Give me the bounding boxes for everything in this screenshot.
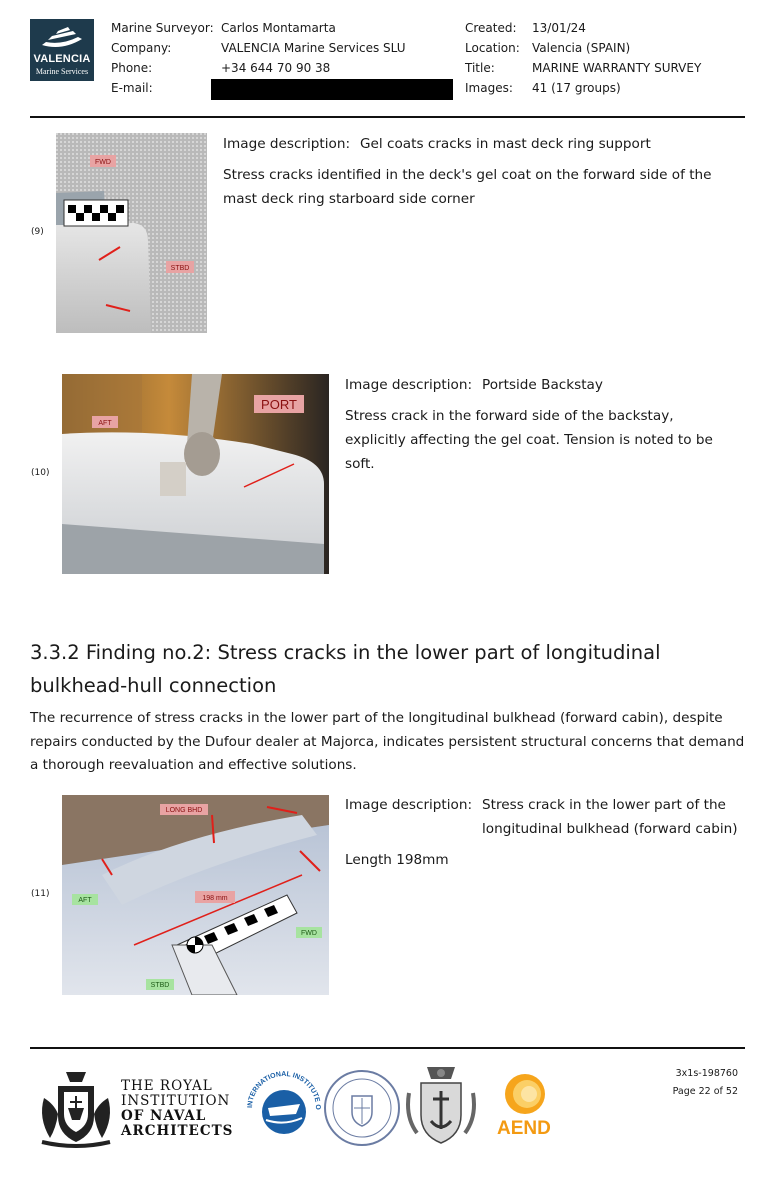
rina-line3: OF NAVAL [121, 1108, 207, 1124]
label-phone: Phone: [111, 61, 153, 75]
header-right-labels [465, 18, 520, 98]
value-surveyor: Carlos Montamarta [221, 21, 336, 35]
desc-label-11: Image description: [345, 797, 473, 813]
photo-10 [62, 374, 329, 574]
image-10-description [345, 373, 745, 476]
tag-stbd-green: STBD [150, 982, 170, 989]
logo-line1: VALENCIA [33, 53, 91, 65]
doc-id: 3x1s-198760 [675, 1068, 738, 1079]
label-surveyor: Marine Surveyor: [111, 21, 214, 35]
logo-line2: Marine Services [35, 67, 89, 76]
label-title: Title: [465, 61, 495, 75]
tag-length: 198 mm [202, 895, 228, 902]
rina-line4: ARCHITECTS [121, 1123, 234, 1139]
value-images: 41 (17 groups) [532, 81, 621, 95]
section-paragraph: The recurrence of stress cracks in the lower part of the longitudinal bulkhead (forward cabin), despite repairs conducted by the Dufour dealer at Majorca, indicates persistent structural concerns that demand a thorough reevaluation and effective solutions. [30, 710, 745, 773]
value-created: 13/01/24 [532, 21, 586, 35]
rina-line1: THE ROYAL [121, 1078, 213, 1094]
image-number-10: (10) [31, 468, 50, 478]
redacted-email-box [211, 79, 453, 100]
page-number: Page 22 of 52 [672, 1086, 738, 1097]
aend-text: AEND [497, 1118, 551, 1139]
iims-arc-text: INTERNATIONAL INSTITUTE O [246, 1070, 322, 1110]
label-location: Location: [465, 41, 520, 55]
iims-logo [240, 1068, 328, 1148]
photo-11 [62, 795, 329, 995]
image-9-description [223, 132, 743, 211]
value-phone: +34 644 70 90 38 [221, 61, 331, 75]
label-created: Created: [465, 21, 517, 35]
scale-ruler-9 [64, 200, 128, 226]
tag-fwd: FWD [95, 159, 111, 166]
value-title: MARINE WARRANTY SURVEY [532, 61, 702, 75]
image-11-description [345, 793, 745, 872]
photo-9 [56, 133, 207, 333]
header-left-labels [111, 18, 214, 98]
label-email: E-mail: [111, 81, 153, 95]
desc-label-10: Image description: [345, 377, 473, 393]
tag-aft: AFT [98, 420, 112, 427]
desc-title-10: Portside Backstay [482, 377, 603, 393]
image-number-9: (9) [31, 227, 44, 237]
tag-port: PORT [261, 397, 297, 412]
label-company: Company: [111, 41, 172, 55]
company-logo [30, 19, 94, 81]
tag-aft-green: AFT [78, 897, 92, 904]
rina-text [121, 1079, 233, 1139]
header-divider [30, 116, 745, 118]
coat-of-arms-icon [403, 1063, 479, 1147]
desc-title-9: Gel coats cracks in mast deck ring support [360, 136, 651, 152]
tag-long-bhd: LONG BHD [165, 807, 203, 814]
ship-logo-icon [40, 25, 84, 51]
desc-text-9: Stress cracks identified in the deck's gel coat on the forward side of the mast deck ring starboard side corner [223, 167, 712, 207]
rina-crest-icon [36, 1068, 116, 1148]
desc-title-11: Stress crack in the lower part of the longitudinal bulkhead (forward cabin) [482, 797, 738, 837]
image-number-11: (11) [31, 889, 50, 899]
tag-fwd-green: FWD [301, 930, 317, 937]
desc-label-9: Image description: [223, 136, 351, 152]
seal-icon [322, 1068, 402, 1148]
value-company: VALENCIA Marine Services SLU [221, 41, 406, 55]
desc-text-10: Stress crack in the forward side of the backstay, explicitly affecting the gel coat. Tension is noted to be soft. [345, 408, 713, 472]
desc-text-11: Length 198mm [345, 852, 449, 868]
rina-line2: INSTITUTION [121, 1093, 231, 1109]
tag-stbd: STBD [170, 265, 190, 272]
footer-divider [30, 1047, 745, 1049]
header-right-values [532, 18, 701, 98]
label-images: Images: [465, 81, 513, 95]
value-location: Valencia (SPAIN) [532, 41, 631, 55]
aend-logo [494, 1070, 556, 1142]
section-heading: 3.3.2 Finding no.2: Stress cracks in the lower part of longitudinal bulkhead-hull connection [30, 641, 661, 697]
